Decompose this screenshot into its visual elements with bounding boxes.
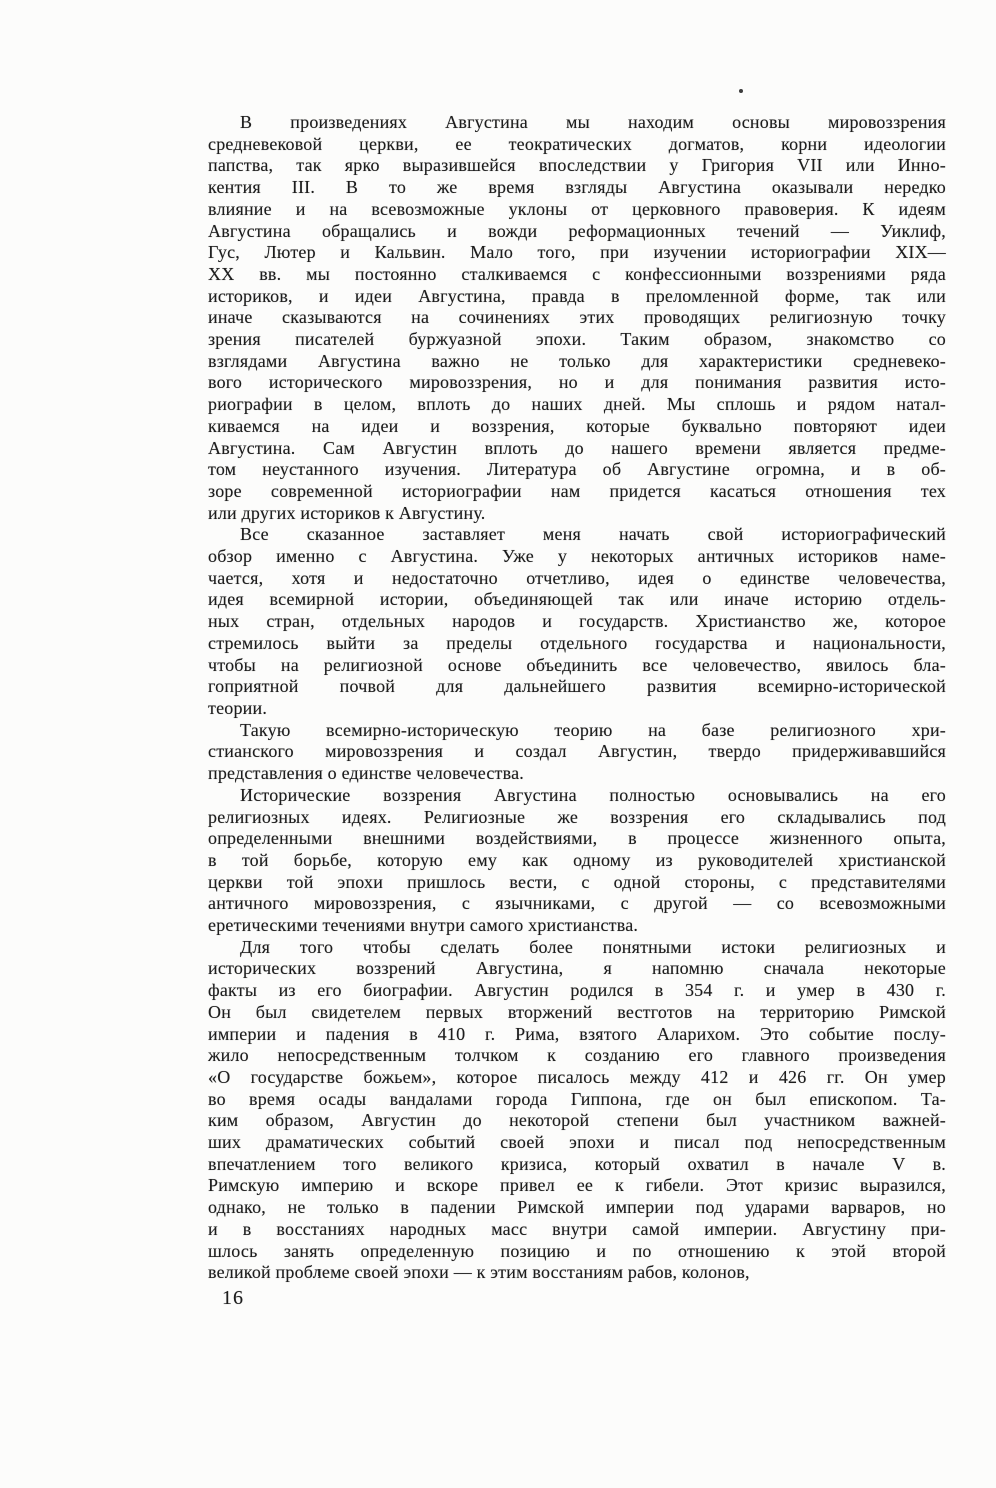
text-line: Августина обращались и вожди реформационных течений — Уиклиф,	[208, 220, 946, 241]
text-line: ных стран, отдельных народов и государств. Христианство же, которое	[208, 611, 946, 632]
text-line: обзор именно с Августина. Уже у некоторых античных историков наме-	[208, 546, 946, 567]
text-line: церкви той эпохи пришлось вести, с одной стороны, с представителями	[208, 871, 946, 892]
text-line: впечатлением того великого кризиса, который охватил в начале V в.	[208, 1153, 946, 1174]
text-line: Исторические воззрения Августина полностью основывались на его	[240, 784, 946, 805]
paragraph	[208, 937, 946, 1284]
text-line: гоприятной почвой для дальнейшего развития всемирно-исторической	[208, 676, 946, 697]
text-line: Он был свидетелем первых вторжений вестготов на территорию Римской	[208, 1001, 946, 1022]
text-line: кентия III. В то же время взгляды Августина оказывали нередко	[208, 177, 946, 198]
text-line: киваемся на идеи и воззрения, которые буквально повторяют идеи	[208, 415, 946, 436]
text-line: вого исторического мировоззрения, но и для понимания развития исто-	[208, 372, 946, 393]
text-line: чтобы на религиозной основе объединить все человечество, явилось бла-	[208, 654, 946, 675]
text-line: влияние и на всевозможные уклоны от церковного правоверия. К идеям	[208, 198, 946, 219]
text-line: факты из его биографии. Августин родился в 354 г. и умер в 430 г.	[208, 980, 946, 1001]
text-line: XX вв. мы постоянно сталкиваемся с конфессионными воззрениями ряда	[208, 263, 946, 284]
text-line: «О государстве божьем», которое писалось между 412 и 426 гг. Он умер	[208, 1066, 946, 1087]
text-line: ким образом, Августин до некоторой степени был участником важней-	[208, 1110, 946, 1131]
paragraph	[208, 524, 946, 719]
paragraph	[208, 720, 946, 785]
body-text-block	[208, 112, 946, 1284]
text-line: иначе сказываются на сочинениях этих проводящих религиозную точку	[208, 307, 946, 328]
text-line: Все сказанное заставляет меня начать свой историографический	[240, 524, 946, 545]
text-line: том неустанного изучения. Литература об Августине огромна, и в об-	[208, 459, 946, 480]
text-line: взглядами Августина важно не только для характеристики средневеко-	[208, 350, 946, 371]
text-line: жило непосредственным толчком к созданию его главного произведения	[208, 1045, 946, 1066]
text-line: зоре современной историографии нам придется касаться отношения тех	[208, 480, 946, 501]
text-line: Для того чтобы сделать более понятными истоки религиозных и	[240, 936, 946, 957]
text-line: Августина. Сам Августин вплоть до нашего времени является предме-	[208, 437, 946, 458]
text-line: средневековой церкви, ее теократических догматов, корни идеологии	[208, 133, 946, 154]
text-line: великой проблеме своей эпохи — к этим восстаниям рабов, колонов,	[208, 1262, 750, 1283]
text-line: шлось занять определенную позицию и по отношению к этой второй	[208, 1240, 946, 1261]
text-line: папства, так ярко выразившейся впоследствии у Григория VII или Инно-	[208, 155, 946, 176]
text-line: риографии в целом, вплоть до наших дней. Мы сплошь и рядом натал-	[208, 394, 946, 415]
text-line: или других историков к Августину.	[208, 502, 486, 523]
scan-speck-artifact	[739, 89, 743, 93]
text-line: идея всемирной истории, объединяющей так или иначе историю отдель-	[208, 589, 946, 610]
text-line: античного мировоззрения, с язычниками, с другой — со всевозможными	[208, 893, 946, 914]
text-line: и в восстаниях народных масс внутри самой империи. Августину при-	[208, 1218, 946, 1239]
text-line: чается, хотя и недостаточно отчетливо, идея о единстве человечества,	[208, 567, 946, 588]
text-line: определенными внешними воздействиями, в процессе жизненного опыта,	[208, 828, 946, 849]
text-line: однако, не только в падении Римской империи под ударами варваров, но	[208, 1197, 946, 1218]
text-line: В произведениях Августина мы находим основы мировоззрения	[240, 112, 946, 132]
text-line: теории.	[208, 697, 268, 718]
text-line: стремилось выйти за пределы отдельного государства и национальности,	[208, 632, 946, 653]
text-line: зрения писателей буржуазной эпохи. Таким образом, знакомство со	[208, 329, 946, 350]
text-line: еретическими течениями внутри самого христианства.	[208, 915, 639, 936]
text-line: ших драматических событий своей эпохи и писал под непосредственным	[208, 1132, 946, 1153]
text-line: представления о единстве человечества.	[208, 763, 524, 784]
text-line: Такую всемирно-историческую теорию на базе религиозного хри-	[240, 719, 946, 740]
text-line: в той борьбе, которую ему как одному из руководителей христианской	[208, 849, 946, 870]
text-line: империи и падения в 410 г. Рима, взятого Аларихом. Это событие послу-	[208, 1023, 946, 1044]
page-number: 16	[222, 1287, 244, 1309]
text-line: исторических воззрений Августина, я напомню сначала некоторые	[208, 958, 946, 979]
paragraph	[208, 112, 946, 524]
text-line: Гус, Лютер и Кальвин. Мало того, при изучении историографии XIX—	[208, 242, 946, 263]
text-line: Римскую империю и вскоре привел ее к гибели. Этот кризис выразился,	[208, 1175, 946, 1196]
paragraph	[208, 785, 946, 937]
text-line: стианского мировоззрения и создал Августин, твердо придерживавшийся	[208, 741, 946, 762]
text-line: религиозных идеях. Религиозные же воззрения его складывались под	[208, 806, 946, 827]
text-line: во время осады вандалами города Гиппона, где он был епископом. Та-	[208, 1088, 946, 1109]
text-line: историков, и идеи Августина, правда в преломленной форме, так или	[208, 285, 946, 306]
